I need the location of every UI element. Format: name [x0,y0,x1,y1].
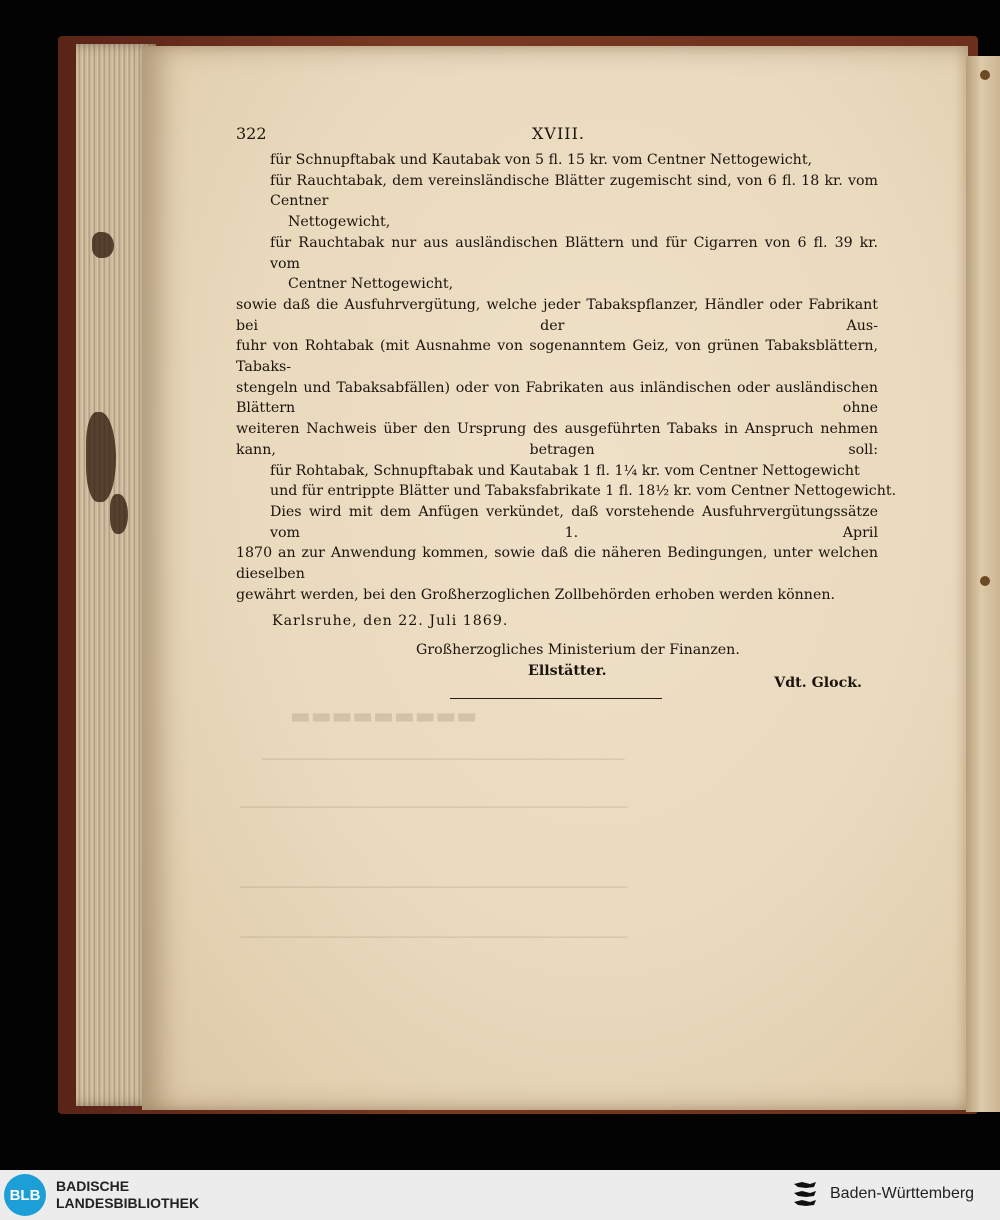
bleed-through: ▬▬▬▬▬▬▬▬▬ [290,704,478,729]
page-number: 322 [236,124,267,143]
library-name-line1: BADISCHE [56,1178,130,1194]
bleed-through: ────────────────────────────────────────────── [240,800,628,816]
text-line: für Schnupftabak und Kautabak von 5 fl. 15 kr. vom Centner Nettogewicht, [270,152,813,168]
state-name[interactable]: Baden-Württemberg [830,1185,975,1202]
coat-of-arms-icon[interactable] [790,1178,820,1212]
text-line: sowie daß die Ausfuhrvergütung, welche jeder Tabakspflanzer, Händler oder Fabrikant bei der Aus- [236,296,878,334]
text-line: Dies wird mit dem Anfügen verkündet, daß vorstehende Ausfuhrvergütungssätze vom 1. April [270,503,878,541]
footer-bar [0,1170,1000,1220]
library-name[interactable] [56,1178,199,1212]
text-line: für Rauchtabak nur aus ausländischen Blättern und für Cigarren von 6 fl. 39 kr. vom [270,234,878,272]
minister-name: Ellstätter. [528,662,607,679]
text-line: fuhr von Rohtabak (mit Ausnahme von sogenanntem Geiz, von grünen Tabaksblättern, Tabaks- [236,338,878,376]
bleed-through: ────────────────────────────────────────────── [240,880,628,896]
bleed-through: ────────────────────────────────────────────── [240,930,628,946]
binding-bead [980,70,990,80]
signature-row [236,661,878,691]
stain-mark [110,494,128,534]
page-header [236,124,878,150]
text-line: Nettogewicht, [288,214,391,231]
separator-rule [450,698,662,699]
place-date: Karlsruhe, den 22. Juli 1869. [272,613,509,630]
section-number: XVIII. [532,124,585,143]
text-line: 1870 an zur Anwendung kommen, sowie daß die näheren Bedingungen, unter welchen dieselben [236,545,878,583]
text-line: weiteren Nachweis über den Ursprung des ausgeführten Tabaks in Anspruch nehmen kann, betragen soll: [236,421,878,458]
text-line: und für entrippte Blätter und Tabaksfabrikate 1 fl. 18½ kr. vom Centner Nettogewicht. [270,483,897,500]
ministry-signature: Großherzogliches Ministerium der Finanzen. [416,642,740,659]
blb-logo-icon[interactable]: BLB [4,1174,46,1216]
text-line: Centner Nettogewicht, [288,276,454,293]
text-line: für Rohtabak, Schnupftabak und Kautabak 1 fl. 1¼ kr. vom Centner Nettogewicht [270,462,860,479]
next-page-edge [966,56,1000,1112]
text-line: stengeln und Tabaksabfällen) oder von Fabrikaten aus inländischen oder ausländischen Blättern ohne [236,379,878,417]
stain-mark [92,232,114,258]
text-line: gewährt werden, bei den Großherzoglichen Zollbehörden erhoben werden können. [236,586,835,603]
text-line: für Rauchtabak, dem vereinsländische Blätter zugemischt sind, von 6 fl. 18 kr. vom Centner [270,172,878,210]
library-name-line2: LANDESBIBLIOTHEK [56,1195,200,1211]
page-text [236,124,897,691]
attest-signature: Vdt. Glock. [774,674,862,691]
binding-bead [980,576,990,586]
bleed-through: ─────────────────────────────────────────── [262,752,625,768]
stain-mark [86,412,116,502]
